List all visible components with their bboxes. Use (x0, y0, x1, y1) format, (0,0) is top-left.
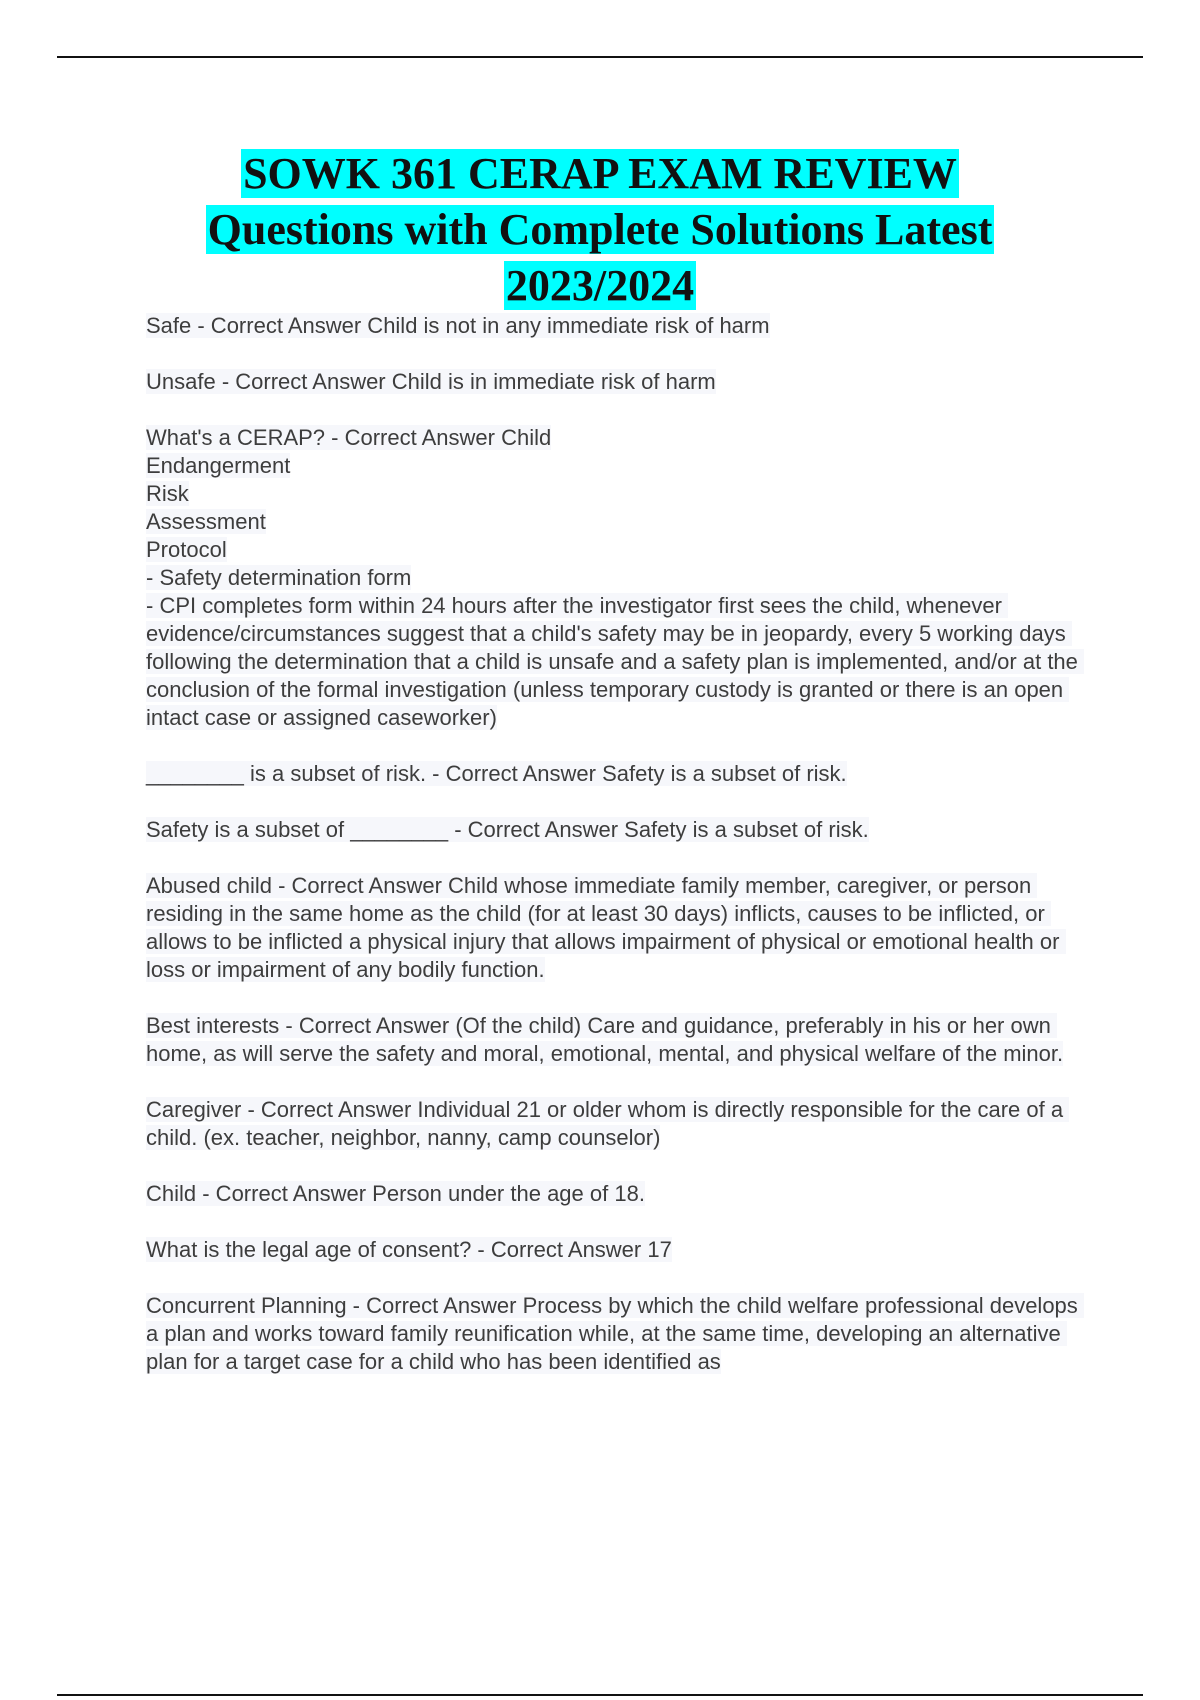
qa-entry-best-interests: Best interests - Correct Answer (Of the child) Care and guidance, preferably in his or her own home, as will serve the safety and moral, emotional, mental, and physical welfare of the minor. (146, 1013, 1064, 1066)
qa-entry-unsafe: Unsafe - Correct Answer Child is in immediate risk of harm (146, 369, 716, 394)
qa-entry-concurrent-planning: Concurrent Planning - Correct Answer Process by which the child welfare professional develops a plan and works toward family reunification while, at the same time, developing an alternative plan for a target case for a child who has been identified as (146, 1293, 1084, 1374)
bottom-rule (57, 1694, 1143, 1696)
qa-entry-abused-child: Abused child - Correct Answer Child whose immediate family member, caregiver, or person residing in the same home as the child (for at least 30 days) inflicts, causes to be inflicted, or allows to be inflicted a physical injury that allows impairment of physical or emotional health or loss or impairment of any bodily function. (146, 873, 1066, 982)
qa-entry-safety-subset: Safety is a subset of ________ - Correct Answer Safety is a subset of risk. (146, 817, 869, 842)
qa-content (146, 312, 1096, 1404)
qa-entry-subset-of-risk: ________ is a subset of risk. - Correct Answer Safety is a subset of risk. (146, 761, 847, 786)
title-line-2: Questions with Complete Solutions Latest (207, 205, 993, 254)
title-line-1: SOWK 361 CERAP EXAM REVIEW (243, 149, 957, 198)
qa-entry-safe: Safe - Correct Answer Child is not in any immediate risk of harm (146, 313, 770, 338)
qa-entry-caregiver: Caregiver - Correct Answer Individual 21 or older whom is directly responsible for the care of a child. (ex. teacher, neighbor, nanny, camp counselor) (146, 1097, 1070, 1150)
top-rule (57, 56, 1143, 58)
title-line-3: 2023/2024 (505, 261, 695, 310)
qa-entry-cerap: What's a CERAP? - Correct Answer Child Endangerment Risk Assessment Protocol - Safety determination form - CPI completes form within 24 hours after the investigator first sees the child, whenever evidence/circumstances suggest that a child's safety may be in jeopardy, every 5 working days following the determination that a child is unsafe and a safety plan is implemented, and/or at the conclusion of the formal investigation (unless temporary custody is granted or there is an open intact case or assigned caseworker) (146, 424, 1096, 732)
qa-entry-age-of-consent: What is the legal age of consent? - Correct Answer 17 (146, 1237, 672, 1262)
document-title (100, 146, 1100, 314)
qa-entry-child: Child - Correct Answer Person under the age of 18. (146, 1181, 645, 1206)
